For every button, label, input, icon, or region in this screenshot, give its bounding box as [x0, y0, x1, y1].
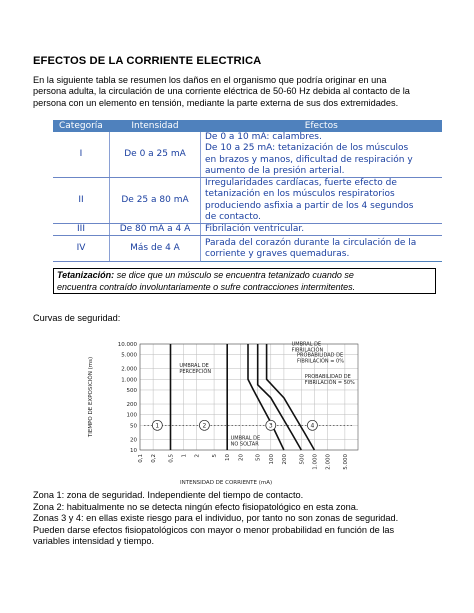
- effects-table: [53, 120, 442, 262]
- y-tick-label: 5.000: [121, 352, 137, 359]
- x-axis-label: INTENSIDAD DE CORRIENTE (mA): [180, 480, 273, 486]
- tetanizacion-line: encuentra contraído involuntariamente o sufre contracciones intermitentes.: [57, 281, 356, 292]
- effects-line: produciendo asfixia a partir de los 4 segundos: [205, 200, 414, 211]
- intensity-cell: De 25 a 80 mA: [110, 178, 201, 224]
- y-tick-label: 200: [126, 402, 137, 409]
- x-tick-label: 5.000: [342, 454, 349, 470]
- x-tick-label: 0,1: [138, 454, 144, 463]
- annotation-label: FIBRILACIÓN: [291, 347, 324, 354]
- zone-line: variables intensidad y tiempo.: [33, 536, 155, 547]
- x-tick-label: 2.000: [325, 454, 332, 470]
- category-cell: I: [53, 132, 110, 178]
- tetanizacion-text: se dice que un músculo se encuentra tetanizado cuando se: [114, 270, 354, 280]
- intro-paragraph: [33, 75, 441, 109]
- y-tick-label: 1.000: [121, 377, 137, 384]
- effects-cell: [201, 132, 443, 178]
- table-header-row: [53, 120, 442, 132]
- y-tick-label: 50: [130, 423, 137, 430]
- zone-line: Zona 1: zona de seguridad. Independiente del tiempo de contacto.: [33, 490, 304, 500]
- zone-number: 4: [310, 422, 315, 430]
- tetanizacion-definition-box: [53, 268, 436, 294]
- x-tick-label: 10: [225, 454, 232, 461]
- intro-line: persona adulta, la circulación de una corriente eléctrica de 50-60 Hz debida al contacto de la: [33, 86, 410, 97]
- zone-line: Zona 2: habitualmente no se detecta ningún efecto fisiopatológico en esta zona.: [33, 501, 359, 512]
- annotation-label: UMBRAL DE: [291, 341, 322, 348]
- annotation-label: FIBRILACIÓN = 0%: [297, 358, 344, 365]
- table-row: [53, 236, 442, 262]
- effects-line: de contacto.: [205, 211, 261, 222]
- zone-number: 3: [268, 422, 273, 430]
- header-intensidad: Intensidad: [110, 120, 201, 132]
- category-cell: III: [53, 224, 110, 236]
- annotation-label: PROBABILIDAD DE: [297, 352, 344, 359]
- intro-line: En la siguiente tabla se resumen los daños en el organismo que podría originar en una: [33, 75, 387, 85]
- zone-line: Pueden darse efectos fisiopatológicos con mayor o menor probabilidad en función de las: [33, 524, 395, 535]
- annotation-label: PERCEPCIÓN: [179, 369, 212, 376]
- category-cell: II: [53, 178, 110, 224]
- intensity-cell: De 80 mA a 4 A: [110, 224, 201, 236]
- header-categoria: Categoría: [53, 120, 110, 132]
- tetanizacion-line: [57, 270, 432, 282]
- page-title: EFECTOS DE LA CORRIENTE ELECTRICA: [33, 55, 262, 67]
- effects-line: Parada del corazón durante la circulación de la: [205, 237, 417, 248]
- effects-cell: [201, 224, 443, 236]
- table-row: [53, 132, 442, 178]
- zones-description: [33, 490, 443, 548]
- x-tick-label: 200: [281, 454, 288, 465]
- effects-line: De 0 a 10 mA: calambres.: [205, 132, 322, 143]
- effects-cell: [201, 236, 443, 262]
- x-tick-label: 20: [238, 454, 245, 461]
- annotation-label: UMBRAL DE: [230, 435, 261, 442]
- intro-line: persona con un elemento en tensión, mediante la parte externa de sus dos extremidades.: [33, 97, 399, 108]
- effects-cell: [201, 178, 443, 224]
- category-cell: IV: [53, 236, 110, 262]
- tetanizacion-term: Tetanización:: [57, 270, 115, 280]
- zone-number: 2: [202, 422, 207, 430]
- y-tick-label: 2.000: [121, 366, 137, 373]
- x-tick-label: 2: [194, 454, 201, 458]
- curves-title: Curvas de seguridad:: [33, 313, 121, 323]
- effects-line: corriente y graves quemaduras.: [205, 248, 350, 259]
- effects-line: Irregularidades cardíacas, fuerte efecto de: [205, 178, 397, 189]
- annotation-label: FIBRILACIÓN = 50%: [304, 379, 355, 386]
- y-tick-label: 20: [130, 437, 137, 444]
- y-tick-label: 10: [130, 448, 137, 454]
- y-tick-label: 500: [126, 387, 137, 394]
- annotation-label: PROBABILIDAD DE: [304, 373, 351, 380]
- x-tick-label: 0,2: [151, 454, 158, 463]
- zone-line: Zonas 3 y 4: en ellas existe riesgo para el individuo, por tanto no son zonas de seguridad.: [33, 513, 399, 524]
- x-tick-label: 1: [181, 454, 188, 458]
- intensity-cell: Más de 4 A: [110, 236, 201, 262]
- x-tick-label: 0,5: [168, 454, 175, 463]
- x-tick-label: 1.000: [312, 454, 319, 470]
- y-axis-label: TIEMPO DE EXPOSICIÓN (ms): [88, 356, 94, 438]
- x-tick-label: 500: [299, 454, 306, 465]
- table-row: [53, 224, 442, 236]
- safety-curves-chart: [80, 328, 380, 488]
- curve-line: [258, 344, 302, 450]
- header-efectos: Efectos: [201, 120, 443, 132]
- annotation-label: NO SOLTAR: [230, 441, 259, 448]
- effects-line: en brazos y manos, dificultad de respiración y: [205, 154, 413, 165]
- x-tick-label: 100: [268, 454, 275, 465]
- zone-number: 1: [155, 422, 160, 430]
- effects-line: Fibrilación ventricular.: [205, 224, 305, 234]
- x-tick-label: 50: [255, 454, 262, 461]
- effects-line: De 10 a 25 mA: tetanización de los músculos: [205, 143, 409, 154]
- table-row: [53, 178, 442, 224]
- annotation-label: UMBRAL DE: [179, 363, 209, 370]
- y-tick-label: 10.000: [117, 342, 137, 348]
- x-tick-label: 5: [212, 454, 219, 458]
- effects-line: tetanización en los músculos respiratorios: [205, 189, 395, 200]
- y-tick-label: 100: [126, 412, 137, 419]
- effects-line: aumento de la presión arterial.: [205, 165, 345, 176]
- intensity-cell: De 0 a 25 mA: [110, 132, 201, 178]
